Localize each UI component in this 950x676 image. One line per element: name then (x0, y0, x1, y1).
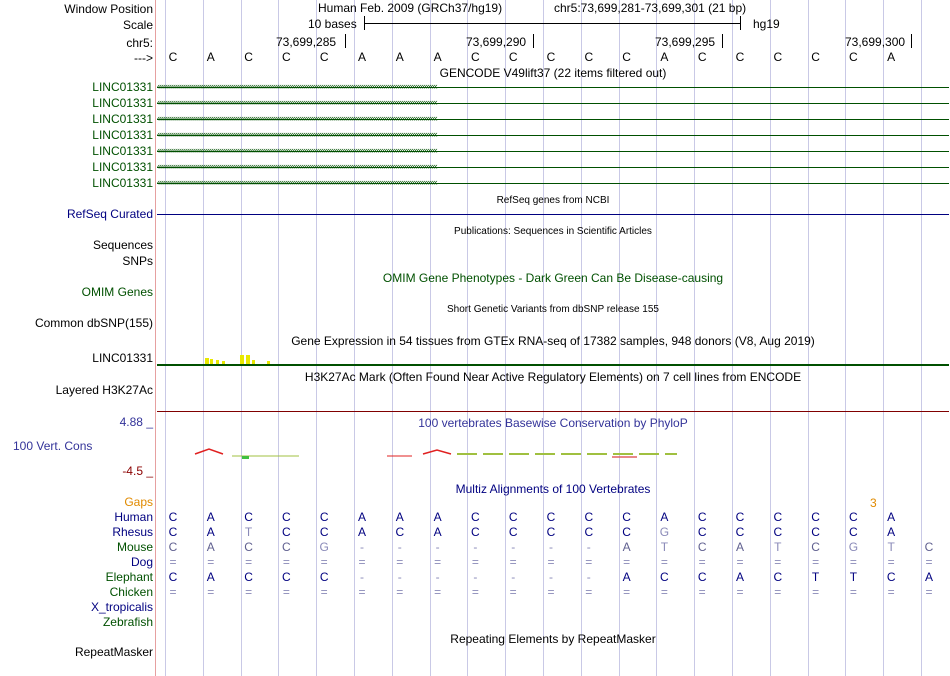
sequence-base: C (282, 50, 291, 64)
alignment-base: - (397, 540, 402, 554)
alignment-base: C (168, 540, 178, 554)
alignment-base: - (586, 570, 591, 584)
coord-tick (533, 34, 534, 48)
alignment-base: = (698, 585, 706, 599)
omim-label[interactable]: OMIM Genes (81, 285, 153, 299)
alignment-base: A (395, 510, 404, 524)
refseq-label[interactable]: RefSeq Curated (66, 207, 153, 221)
sequence-base: C (849, 50, 858, 64)
alignment-base: = (736, 555, 744, 569)
alignment-base: = (320, 555, 328, 569)
alignment-base: T (811, 570, 820, 584)
gencode-row-label[interactable]: LINC01331 (92, 160, 153, 174)
alignment-base: C (282, 540, 291, 554)
gtex-gene-line (157, 364, 949, 366)
gencode-track-title[interactable]: GENCODE V49lift37 (22 items filtered out) (439, 66, 667, 80)
alignment-base: = (169, 585, 177, 599)
gencode-row-label[interactable]: LINC01331 (92, 128, 153, 142)
alignment-base: C (508, 525, 518, 539)
sequence-base: A (357, 50, 366, 64)
sequence-base: C (584, 50, 594, 64)
gencode-gene-line[interactable]: ‹‹‹‹‹‹‹‹‹‹‹‹‹‹‹‹‹‹‹‹‹‹‹‹‹‹‹‹‹‹‹‹‹‹‹‹‹‹‹‹‹‹‹‹‹‹‹‹‹‹‹‹‹‹‹‹‹‹‹‹‹‹‹‹‹‹‹‹‹‹‹‹‹‹‹‹‹‹‹‹‹‹‹‹‹‹‹‹‹‹‹‹‹‹‹‹‹‹‹‹‹‹‹‹‹‹‹‹‹‹‹‹‹‹‹‹‹‹‹‹‹‹‹‹‹‹‹‹‹‹‹‹‹‹‹‹‹‹‹‹ (157, 83, 949, 93)
refseq-gene-line[interactable] (157, 214, 949, 215)
alignment-base: A (433, 525, 442, 539)
phylop-label[interactable]: 100 Vert. Cons (13, 439, 93, 453)
alignment-base: C (811, 525, 820, 539)
alignment-base: = (471, 585, 479, 599)
sequence-base: A (206, 50, 215, 64)
repeatmasker-track-title[interactable]: Repeating Elements by RepeatMasker (450, 632, 656, 646)
snps-label[interactable]: SNPs (122, 254, 153, 268)
phylop-track-title[interactable]: 100 vertebrates Basewise Conservation by PhyloP (418, 416, 688, 430)
alignment-base: = (245, 555, 253, 569)
coord-tick-label: 73,699,295 (655, 35, 716, 49)
alignment-base: = (849, 555, 857, 569)
alignment-base: C (471, 525, 480, 539)
strand-label: ---> (134, 51, 153, 65)
alignment-base: C (697, 540, 707, 554)
alignment-base: = (925, 585, 933, 599)
alignment-base: = (509, 555, 517, 569)
alignment-base: A (887, 510, 896, 524)
window-position-label: Window Position (64, 2, 153, 16)
gencode-gene-line[interactable]: ‹‹‹‹‹‹‹‹‹‹‹‹‹‹‹‹‹‹‹‹‹‹‹‹‹‹‹‹‹‹‹‹‹‹‹‹‹‹‹‹‹‹‹‹‹‹‹‹‹‹‹‹‹‹‹‹‹‹‹‹‹‹‹‹‹‹‹‹‹‹‹‹‹‹‹‹‹‹‹‹‹‹‹‹‹‹‹‹‹‹‹‹‹‹‹‹‹‹‹‹‹‹‹‹‹‹‹‹‹‹‹‹‹‹‹‹‹‹‹‹‹‹‹‹‹‹‹‹‹‹‹‹‹‹‹‹‹‹‹‹ (157, 147, 949, 157)
alignment-base: T (660, 540, 669, 554)
phylop-bottom-value: -4.5 _ (122, 464, 153, 478)
alignment-base: C (735, 525, 745, 539)
alignment-base: C (244, 510, 253, 524)
alignment-base: = (623, 585, 631, 599)
alignment-base: T (244, 525, 253, 539)
alignment-base: C (508, 510, 518, 524)
species-label-mouse[interactable]: Mouse (116, 540, 153, 554)
gencode-row-label[interactable]: LINC01331 (92, 112, 153, 126)
gaps-label: Gaps (124, 495, 153, 509)
alignment-base: C (773, 525, 783, 539)
alignment-base: A (660, 510, 669, 524)
species-label-dog[interactable]: Dog (130, 555, 153, 569)
alignment-base: = (320, 585, 328, 599)
alignment-base: - (473, 570, 478, 584)
scale-text: 10 bases (308, 17, 357, 31)
alignment-base: C (282, 525, 291, 539)
alignment-base: = (471, 555, 479, 569)
alignment-base: C (735, 510, 745, 524)
phylop-signal[interactable] (157, 440, 949, 470)
alignment-base: = (434, 555, 442, 569)
gencode-gene-line[interactable]: ‹‹‹‹‹‹‹‹‹‹‹‹‹‹‹‹‹‹‹‹‹‹‹‹‹‹‹‹‹‹‹‹‹‹‹‹‹‹‹‹‹‹‹‹‹‹‹‹‹‹‹‹‹‹‹‹‹‹‹‹‹‹‹‹‹‹‹‹‹‹‹‹‹‹‹‹‹‹‹‹‹‹‹‹‹‹‹‹‹‹‹‹‹‹‹‹‹‹‹‹‹‹‹‹‹‹‹‹‹‹‹‹‹‹‹‹‹‹‹‹‹‹‹‹‹‹‹‹‹‹‹‹‹‹‹‹‹‹‹‹ (157, 99, 949, 109)
sequences-label[interactable]: Sequences (92, 238, 153, 252)
h3k27ac-baseline (157, 411, 949, 412)
alignment-base: A (206, 540, 215, 554)
alignment-base: T (849, 570, 858, 584)
gencode-row-label[interactable]: LINC01331 (92, 176, 153, 190)
sequence-base: C (697, 50, 707, 64)
sequence-base: A (395, 50, 404, 64)
alignment-base: C (773, 510, 783, 524)
alignment-base: = (282, 555, 290, 569)
alignment-base: A (735, 540, 744, 554)
alignment-base: C (849, 525, 858, 539)
repeatmasker-label[interactable]: RepeatMasker (74, 645, 153, 659)
alignment-base: G (319, 540, 329, 554)
alignment-base: = (547, 555, 555, 569)
alignment-base: C (811, 540, 820, 554)
alignment-base: C (622, 525, 631, 539)
alignment-base: C (697, 525, 707, 539)
species-label-xtropicalis[interactable]: X_tropicalis (90, 600, 153, 614)
alignment-base: = (245, 585, 253, 599)
alignment-base: = (698, 555, 706, 569)
alignment-base: C (697, 510, 707, 524)
species-label-elephant[interactable]: Elephant (105, 570, 153, 584)
alignment-base: - (511, 570, 516, 584)
alignment-base: = (774, 555, 782, 569)
alignment-base: A (206, 525, 215, 539)
alignment-base: = (887, 585, 895, 599)
alignment-base: = (207, 555, 215, 569)
gencode-row-label[interactable]: LINC01331 (92, 96, 153, 110)
alignment-base: C (244, 540, 253, 554)
alignment-base: = (623, 555, 631, 569)
alignment-base: = (509, 585, 517, 599)
alignment-base: = (358, 555, 366, 569)
alignment-base: - (360, 540, 364, 554)
alignment-base: A (206, 510, 215, 524)
alignment-base: A (206, 570, 215, 584)
coord-tick-label: 73,699,300 (845, 35, 906, 49)
alignment-base: C (168, 525, 178, 539)
alignment-base: = (660, 555, 668, 569)
alignment-base: C (168, 570, 178, 584)
alignment-base: A (433, 510, 442, 524)
alignment-base: = (812, 585, 820, 599)
sequence-base: C (244, 50, 253, 64)
scale-bar (364, 23, 740, 24)
alignment-base: = (925, 555, 933, 569)
gencode-gene-line[interactable]: ‹‹‹‹‹‹‹‹‹‹‹‹‹‹‹‹‹‹‹‹‹‹‹‹‹‹‹‹‹‹‹‹‹‹‹‹‹‹‹‹‹‹‹‹‹‹‹‹‹‹‹‹‹‹‹‹‹‹‹‹‹‹‹‹‹‹‹‹‹‹‹‹‹‹‹‹‹‹‹‹‹‹‹‹‹‹‹‹‹‹‹‹‹‹‹‹‹‹‹‹‹‹‹‹‹‹‹‹‹‹‹‹‹‹‹‹‹‹‹‹‹‹‹‹‹‹‹‹‹‹‹‹‹‹‹‹‹‹‹‹ (157, 179, 949, 189)
alignment-base: - (435, 570, 440, 584)
alignment-base: C (395, 525, 405, 539)
alignment-base: = (169, 555, 177, 569)
alignment-base: C (584, 525, 594, 539)
alignment-base: C (849, 510, 858, 524)
alignment-base: C (811, 510, 820, 524)
alignment-base: G (659, 525, 670, 539)
sequence-base: A (660, 50, 669, 64)
alignment-base: C (622, 510, 631, 524)
sequence-base: C (471, 50, 480, 64)
alignment-base: A (357, 510, 366, 524)
alignment-base: = (547, 585, 555, 599)
omim-track-title[interactable]: OMIM Gene Phenotypes - Dark Green Can Be Disease-causing (382, 271, 724, 285)
alignment-base: = (396, 555, 404, 569)
alignment-base: - (511, 540, 516, 554)
alignment-base: = (812, 555, 820, 569)
alignment-base: C (319, 525, 329, 539)
alignment-base: = (585, 555, 593, 569)
alignment-base: C (697, 570, 707, 584)
scale-db: hg19 (753, 17, 780, 31)
alignment-base: = (736, 585, 744, 599)
alignment-base: A (924, 570, 933, 584)
alignment-base: = (358, 585, 366, 599)
alignment-base: = (396, 585, 404, 599)
coord-tick (911, 34, 912, 48)
alignment-base: C (282, 510, 291, 524)
alignment-base: T (774, 540, 782, 554)
alignment-base: A (735, 570, 744, 584)
alignment-base: = (207, 585, 215, 599)
label-divider (155, 0, 156, 676)
gtex-track-title[interactable]: Gene Expression in 54 tissues from GTEx RNA-seq of 17382 samples, 948 donors (V8, Aug 2019) (291, 334, 815, 348)
gtex-gene-label[interactable]: LINC01331 (92, 351, 153, 365)
gap-count: 3 (870, 496, 877, 510)
alignment-base: = (849, 585, 857, 599)
alignment-base: A (357, 525, 366, 539)
alignment-base: = (660, 585, 668, 599)
species-label-rhesus[interactable]: Rhesus (112, 525, 153, 539)
sequence-base: A (887, 50, 896, 64)
gencode-gene-line[interactable]: ‹‹‹‹‹‹‹‹‹‹‹‹‹‹‹‹‹‹‹‹‹‹‹‹‹‹‹‹‹‹‹‹‹‹‹‹‹‹‹‹‹‹‹‹‹‹‹‹‹‹‹‹‹‹‹‹‹‹‹‹‹‹‹‹‹‹‹‹‹‹‹‹‹‹‹‹‹‹‹‹‹‹‹‹‹‹‹‹‹‹‹‹‹‹‹‹‹‹‹‹‹‹‹‹‹‹‹‹‹‹‹‹‹‹‹‹‹‹‹‹‹‹‹‹‹‹‹‹‹‹‹‹‹‹‹‹‹‹‹‹ (157, 131, 949, 141)
scale-bar-right (740, 16, 741, 30)
coord-tick (345, 34, 346, 48)
phylop-top-value: 4.88 _ (119, 415, 153, 429)
alignment-base: A (622, 540, 631, 554)
alignment-base: = (282, 585, 290, 599)
sequence-base: C (735, 50, 745, 64)
alignment-base: - (397, 570, 402, 584)
alignment-base: C (168, 510, 178, 524)
publications-track-title[interactable]: Publications: Sequences in Scientific Articles (454, 226, 652, 237)
alignment-base: A (887, 525, 896, 539)
gencode-gene-line[interactable]: ‹‹‹‹‹‹‹‹‹‹‹‹‹‹‹‹‹‹‹‹‹‹‹‹‹‹‹‹‹‹‹‹‹‹‹‹‹‹‹‹‹‹‹‹‹‹‹‹‹‹‹‹‹‹‹‹‹‹‹‹‹‹‹‹‹‹‹‹‹‹‹‹‹‹‹‹‹‹‹‹‹‹‹‹‹‹‹‹‹‹‹‹‹‹‹‹‹‹‹‹‹‹‹‹‹‹‹‹‹‹‹‹‹‹‹‹‹‹‹‹‹‹‹‹‹‹‹‹‹‹‹‹‹‹‹‹‹‹‹‹ (157, 163, 949, 173)
dbsnp-track-title[interactable]: Short Genetic Variants from dbSNP release 155 (447, 304, 659, 315)
alignment-base: C (244, 570, 253, 584)
alignment-base: C (886, 570, 896, 584)
gtex-bar (246, 355, 250, 364)
alignment-base: C (471, 510, 480, 524)
dbsnp-label[interactable]: Common dbSNP(155) (34, 316, 153, 330)
species-label-chicken[interactable]: Chicken (109, 585, 153, 599)
alignment-base: G (848, 540, 859, 554)
alignment-base: T (887, 540, 895, 554)
coord-tick (722, 34, 723, 48)
sequence-base: C (168, 50, 178, 64)
species-label-zebrafish[interactable]: Zebrafish (102, 615, 153, 629)
alignment-base: C (546, 510, 556, 524)
refseq-track-title[interactable]: RefSeq genes from NCBI (496, 195, 610, 206)
gencode-gene-line[interactable]: ‹‹‹‹‹‹‹‹‹‹‹‹‹‹‹‹‹‹‹‹‹‹‹‹‹‹‹‹‹‹‹‹‹‹‹‹‹‹‹‹‹‹‹‹‹‹‹‹‹‹‹‹‹‹‹‹‹‹‹‹‹‹‹‹‹‹‹‹‹‹‹‹‹‹‹‹‹‹‹‹‹‹‹‹‹‹‹‹‹‹‹‹‹‹‹‹‹‹‹‹‹‹‹‹‹‹‹‹‹‹‹‹‹‹‹‹‹‹‹‹‹‹‹‹‹‹‹‹‹‹‹‹‹‹‹‹‹‹‹‹ (157, 115, 949, 125)
alignment-base: C (924, 540, 934, 554)
species-label-human[interactable]: Human (114, 510, 153, 524)
sequence-base: A (433, 50, 442, 64)
alignment-base: - (549, 540, 553, 554)
h3k27ac-label[interactable]: Layered H3K27Ac (55, 383, 153, 397)
sequence-base: C (319, 50, 329, 64)
gtex-bar (240, 355, 244, 364)
alignment-base: - (549, 570, 553, 584)
multiz-track-title[interactable]: Multiz Alignments of 100 Vertebrates (455, 482, 651, 496)
alignment-base: A (622, 570, 631, 584)
sequence-base: C (622, 50, 631, 64)
alignment-base: - (586, 540, 591, 554)
sequence-base: C (546, 50, 556, 64)
alignment-base: = (585, 585, 593, 599)
sequence-base: C (508, 50, 518, 64)
h3k27ac-track-title[interactable]: H3K27Ac Mark (Often Found Near Active Regulatory Elements) on 7 cell lines from ENCODE (304, 370, 802, 384)
sequence-base: C (811, 50, 820, 64)
alignment-base: - (473, 540, 478, 554)
scale-label: Scale (122, 18, 153, 32)
alignment-base: C (546, 525, 556, 539)
alignment-base: C (773, 570, 783, 584)
sequence-base: C (773, 50, 783, 64)
position-text: chr5:73,699,281-73,699,301 (21 bp) (554, 1, 747, 15)
alignment-base: C (319, 570, 329, 584)
alignment-base: = (434, 585, 442, 599)
coord-tick-label: 73,699,290 (466, 35, 527, 49)
alignment-base: = (774, 585, 782, 599)
alignment-base: C (319, 510, 329, 524)
assembly-text: Human Feb. 2009 (GRCh37/hg19) (318, 1, 503, 15)
alignment-base: = (887, 555, 895, 569)
chrom-label: chr5: (126, 36, 153, 50)
gencode-row-label[interactable]: LINC01331 (92, 144, 153, 158)
alignment-base: - (435, 540, 440, 554)
coord-tick-label: 73,699,285 (276, 35, 337, 49)
alignment-base: C (584, 510, 594, 524)
alignment-base: C (282, 570, 291, 584)
alignment-base: - (360, 570, 364, 584)
alignment-base: C (660, 570, 669, 584)
gencode-row-label[interactable]: LINC01331 (92, 80, 153, 94)
